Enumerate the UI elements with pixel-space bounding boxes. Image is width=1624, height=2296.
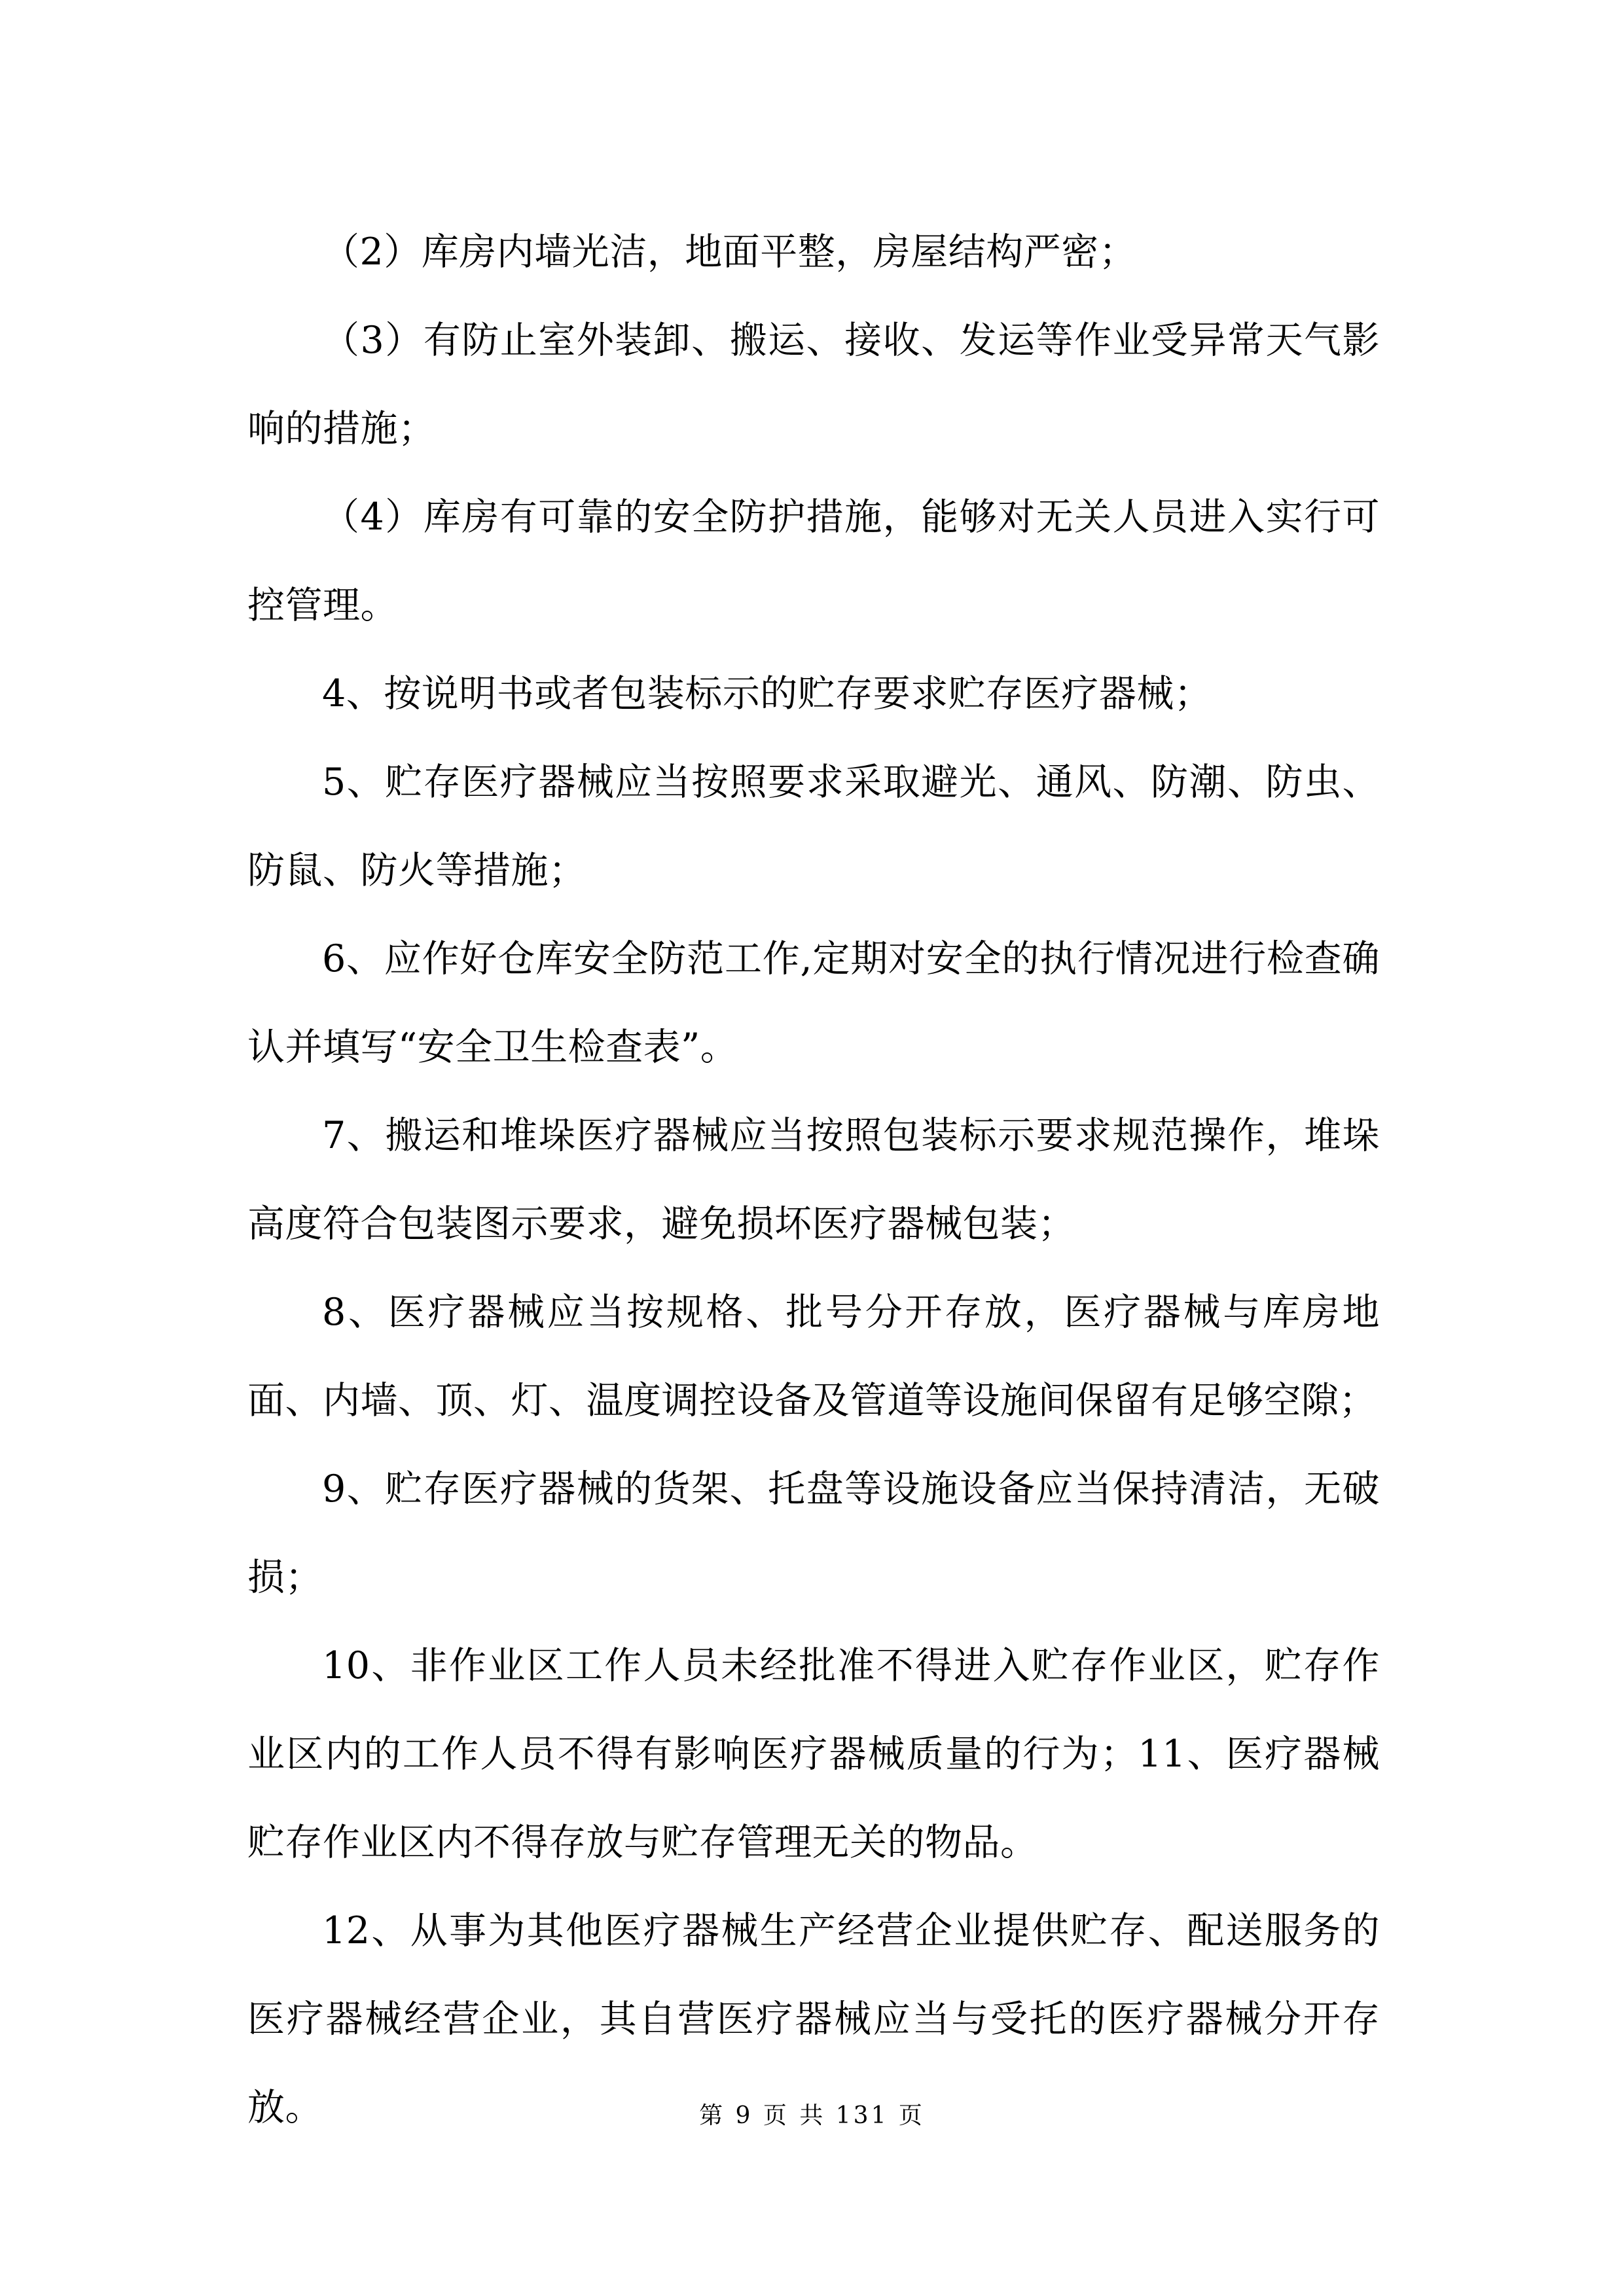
document-body (247, 208, 1380, 2152)
paragraph-rule-7: 7、搬运和堆垛医疗器械应当按照包装标示要求规范操作，堆垛高度符合包装图示要求，避免损坏医疗器械包装； (247, 1114, 1380, 1246)
paragraph-rule-5: 5、贮存医疗器械应当按照要求采取避光、通风、防潮、防虫、防鼠、防火等措施； (247, 761, 1380, 892)
page-number-footer: 第 9 页 共 131 页 (699, 2102, 925, 2129)
paragraph-item-2: （2）库房内墙光洁，地面平整，房屋结构严密； (322, 230, 1137, 274)
paragraph-item-3: （3）有防止室外装卸、搬运、接收、发运等作业受异常天气影响的措施； (247, 319, 1380, 450)
paragraph-rule-8: 8、医疗器械应当按规格、批号分开存放，医疗器械与库房地面、内墙、顶、灯、温度调控设备及管道等设施间保留有足够空隙； (247, 1291, 1380, 1422)
paragraph-rule-6: 6、应作好仓库安全防范工作,定期对安全的执行情况进行检查确认并填写“安全卫生检查表”。 (247, 937, 1380, 1069)
paragraph-rule-12: 12、从事为其他医疗器械生产经营企业提供贮存、配送服务的医疗器械经营企业，其自营医疗器械应当与受托的医疗器械分开存放。 (247, 1909, 1380, 2129)
paragraph-rule-10-11: 10、非作业区工作人员未经批准不得进入贮存作业区，贮存作业区内的工作人员不得有影响医疗器械质量的行为；11、医疗器械贮存作业区内不得存放与贮存管理无关的物品。 (247, 1644, 1380, 1864)
paragraph-item-4: （4）库房有可靠的安全防护措施，能够对无关人员进入实行可控管理。 (247, 495, 1380, 627)
paragraph-rule-4: 4、按说明书或者包装标示的贮存要求贮存医疗器械； (322, 672, 1212, 715)
paragraph-rule-9: 9、贮存医疗器械的货架、托盘等设施设备应当保持清洁，无破损； (247, 1467, 1380, 1599)
